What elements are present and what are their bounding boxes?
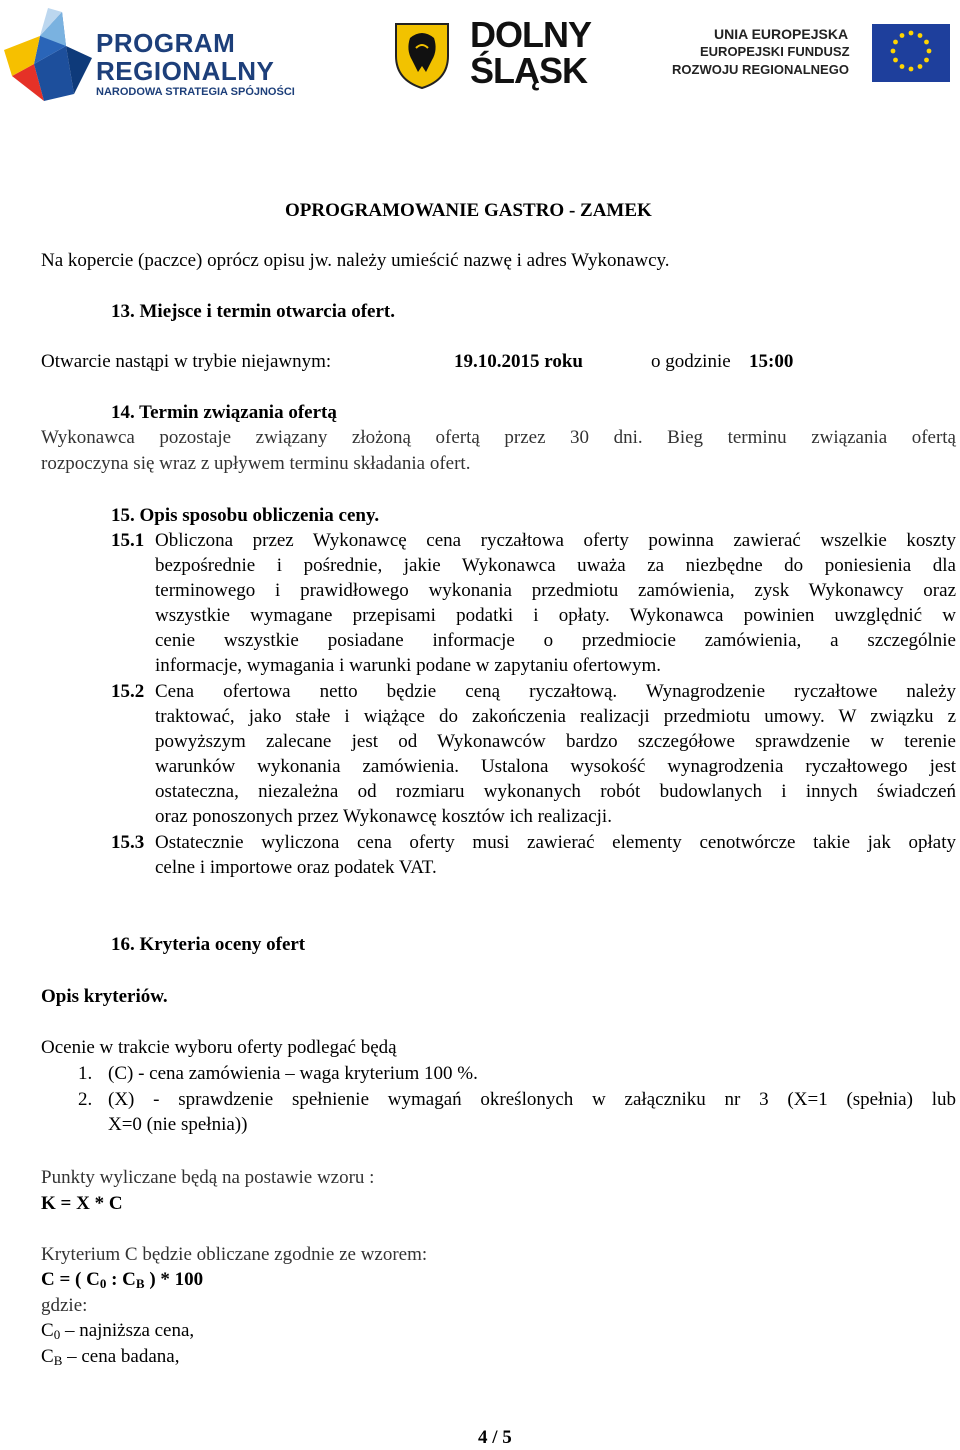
criteria-heading: Opis kryteriów.: [41, 986, 168, 1007]
c-criterion-label: Kryterium C będzie obliczane zgodnie ze wzorem:: [41, 1244, 428, 1265]
document-title: OPROGRAMOWANIE GASTRO - ZAMEK: [285, 200, 652, 221]
section-14-heading: 14. Termin związania ofertą: [111, 402, 337, 423]
criterion-2-number: 2.: [78, 1089, 93, 1110]
dolny-slask-logo: [392, 14, 607, 94]
formula-c: [41, 1267, 203, 1296]
clause-15-3-first-line: Ostatecznie wyliczona cena oferty musi zawierać elementy cenotwórcze takie jak opłaty: [155, 832, 956, 853]
formula-k: K = X * C: [41, 1193, 123, 1214]
clause-15-1-line: bezpośrednie i pośrednie, jakie Wykonawca uważa za niezbędne do poniesienia dla: [155, 555, 956, 576]
criterion-2-line1: (X) - sprawdzenie spełnienie wymagań określonych w załączniku nr 3 (X=1 (spełnia) lub: [108, 1089, 956, 1110]
section-15-heading: 15. Opis sposobu obliczenia ceny.: [111, 505, 380, 526]
formula-c-sub-0: 0: [99, 1276, 107, 1291]
opening-date: 19.10.2015 roku: [454, 351, 583, 372]
clause-15-2-line: warunków wykonania zamówienia. Ustalona wysokość wynagrodzenia ryczałtowego jest: [155, 756, 956, 777]
envelope-note: Na kopercie (paczce) oprócz opisu jw. należy umieścić nazwę i adres Wykonawcy.: [41, 250, 670, 271]
program-title-line2: REGIONALNY: [96, 56, 275, 86]
clause-15-1-line: wszystkie wymagane przepisami podatki i opłaty. Wykonawca powinien uwzględnić w: [155, 605, 956, 626]
eu-line1: UNIA EUROPEJSKA: [714, 26, 849, 42]
clause-15-2-first-line: Cena ofertowa netto będzie ceną ryczałtową. Wynagrodzenie ryczałtowe należy: [155, 681, 956, 702]
clause-15-3-number: 15.3: [111, 832, 145, 853]
clause-15-1-number: 15.1: [111, 530, 145, 551]
c0-definition: [41, 1318, 194, 1347]
criterion-2-line2: X=0 (nie spełnia)): [108, 1114, 248, 1135]
formula-c-sub-b: B: [135, 1276, 145, 1291]
program-regionalny-logo: [4, 6, 334, 106]
criteria-intro: Ocenie w trakcie wyboru oferty podlegać będą: [41, 1037, 397, 1058]
section-16-heading: 16. Kryteria oceny ofert: [111, 934, 306, 955]
region-name-line2: ŚLĄSK: [470, 50, 588, 91]
clause-15-2-line: ostateczna, niezależna od rozmiaru wykonanych robót budowlanych i innych świadczeń: [155, 781, 956, 802]
c0-symbol: C: [41, 1320, 54, 1341]
criterion-1-number: 1.: [78, 1063, 93, 1084]
eu-line2: EUROPEJSKI FUNDUSZ: [700, 44, 850, 59]
clause-15-1-last-line: informacje, wymagania i warunki podane w zapytaniu ofertowym.: [155, 655, 661, 676]
section-13-heading: 13. Miejsce i termin otwarcia ofert.: [111, 301, 395, 322]
coat-of-arms-icon: [392, 20, 452, 90]
clause-15-2-number: 15.2: [111, 681, 145, 702]
clause-15-3-last-line: celne i importowe oraz podatek VAT.: [155, 857, 437, 878]
program-star-icon: [4, 6, 94, 104]
region-name-line1: DOLNY: [470, 14, 591, 55]
criterion-1-text: (C) - cena zamówienia – waga kryterium 100 %.: [108, 1063, 478, 1084]
clause-15-2-line: powyższym zalecane jest od Wykonawców bardzo szczegółowe sprawdzenie w terenie: [155, 731, 956, 752]
formula-c-part: C = ( C: [41, 1269, 100, 1290]
cb-subscript: B: [53, 1353, 63, 1368]
eu-line3: ROZWOJU REGIONALNEGO: [672, 62, 849, 77]
formula-c-part: ) * 100: [144, 1269, 204, 1290]
where-label: gdzie:: [41, 1295, 88, 1316]
page-number: 4 / 5: [478, 1427, 512, 1448]
cb-description: – cena badana,: [62, 1346, 180, 1367]
clause-15-2-line: traktować, jako stałe i wiążące do zakończenia realizacji przedmiotu umowy. W związku z: [155, 706, 956, 727]
clause-15-1-first-line: Obliczona przez Wykonawcę cena ryczałtowa oferty powinna zawierać wszelkie koszty: [155, 530, 956, 551]
clause-15-2-last-line: oraz ponoszonych przez Wykonawcę kosztów ich realizacji.: [155, 806, 612, 827]
clause-15-1-line: cenie wszystkie posiadane informacje o przedmiocie zamówienia, a szczególnie: [155, 630, 956, 651]
program-subtitle: NARODOWA STRATEGIA SPÓJNOŚCI: [96, 86, 295, 98]
eu-logo: [670, 22, 950, 86]
cb-definition: [41, 1344, 179, 1373]
program-title-line1: PROGRAM: [96, 28, 236, 58]
opening-time-label: o godzinie: [651, 351, 731, 372]
clause-15-1-line: terminowego i prawidłowego wykonania przedmiotu zamówienia, zysk Wykonawcy oraz: [155, 580, 956, 601]
opening-time: 15:00: [749, 351, 794, 372]
eu-flag-icon: [872, 24, 950, 82]
formula-c-part: : C: [106, 1269, 136, 1290]
section-14-line1: Wykonawca pozostaje związany złożoną ofertą przez 30 dni. Bieg terminu związania ofertą: [41, 427, 956, 448]
cb-symbol: C: [41, 1346, 54, 1367]
opening-label: Otwarcie nastąpi w trybie niejawnym:: [41, 351, 332, 372]
c0-description: – najniższa cena,: [60, 1320, 195, 1341]
points-label: Punkty wyliczane będą na postawie wzoru :: [41, 1167, 375, 1188]
section-14-line2: rozpoczyna się wraz z upływem terminu składania ofert.: [41, 453, 471, 474]
c0-subscript: 0: [53, 1327, 61, 1342]
